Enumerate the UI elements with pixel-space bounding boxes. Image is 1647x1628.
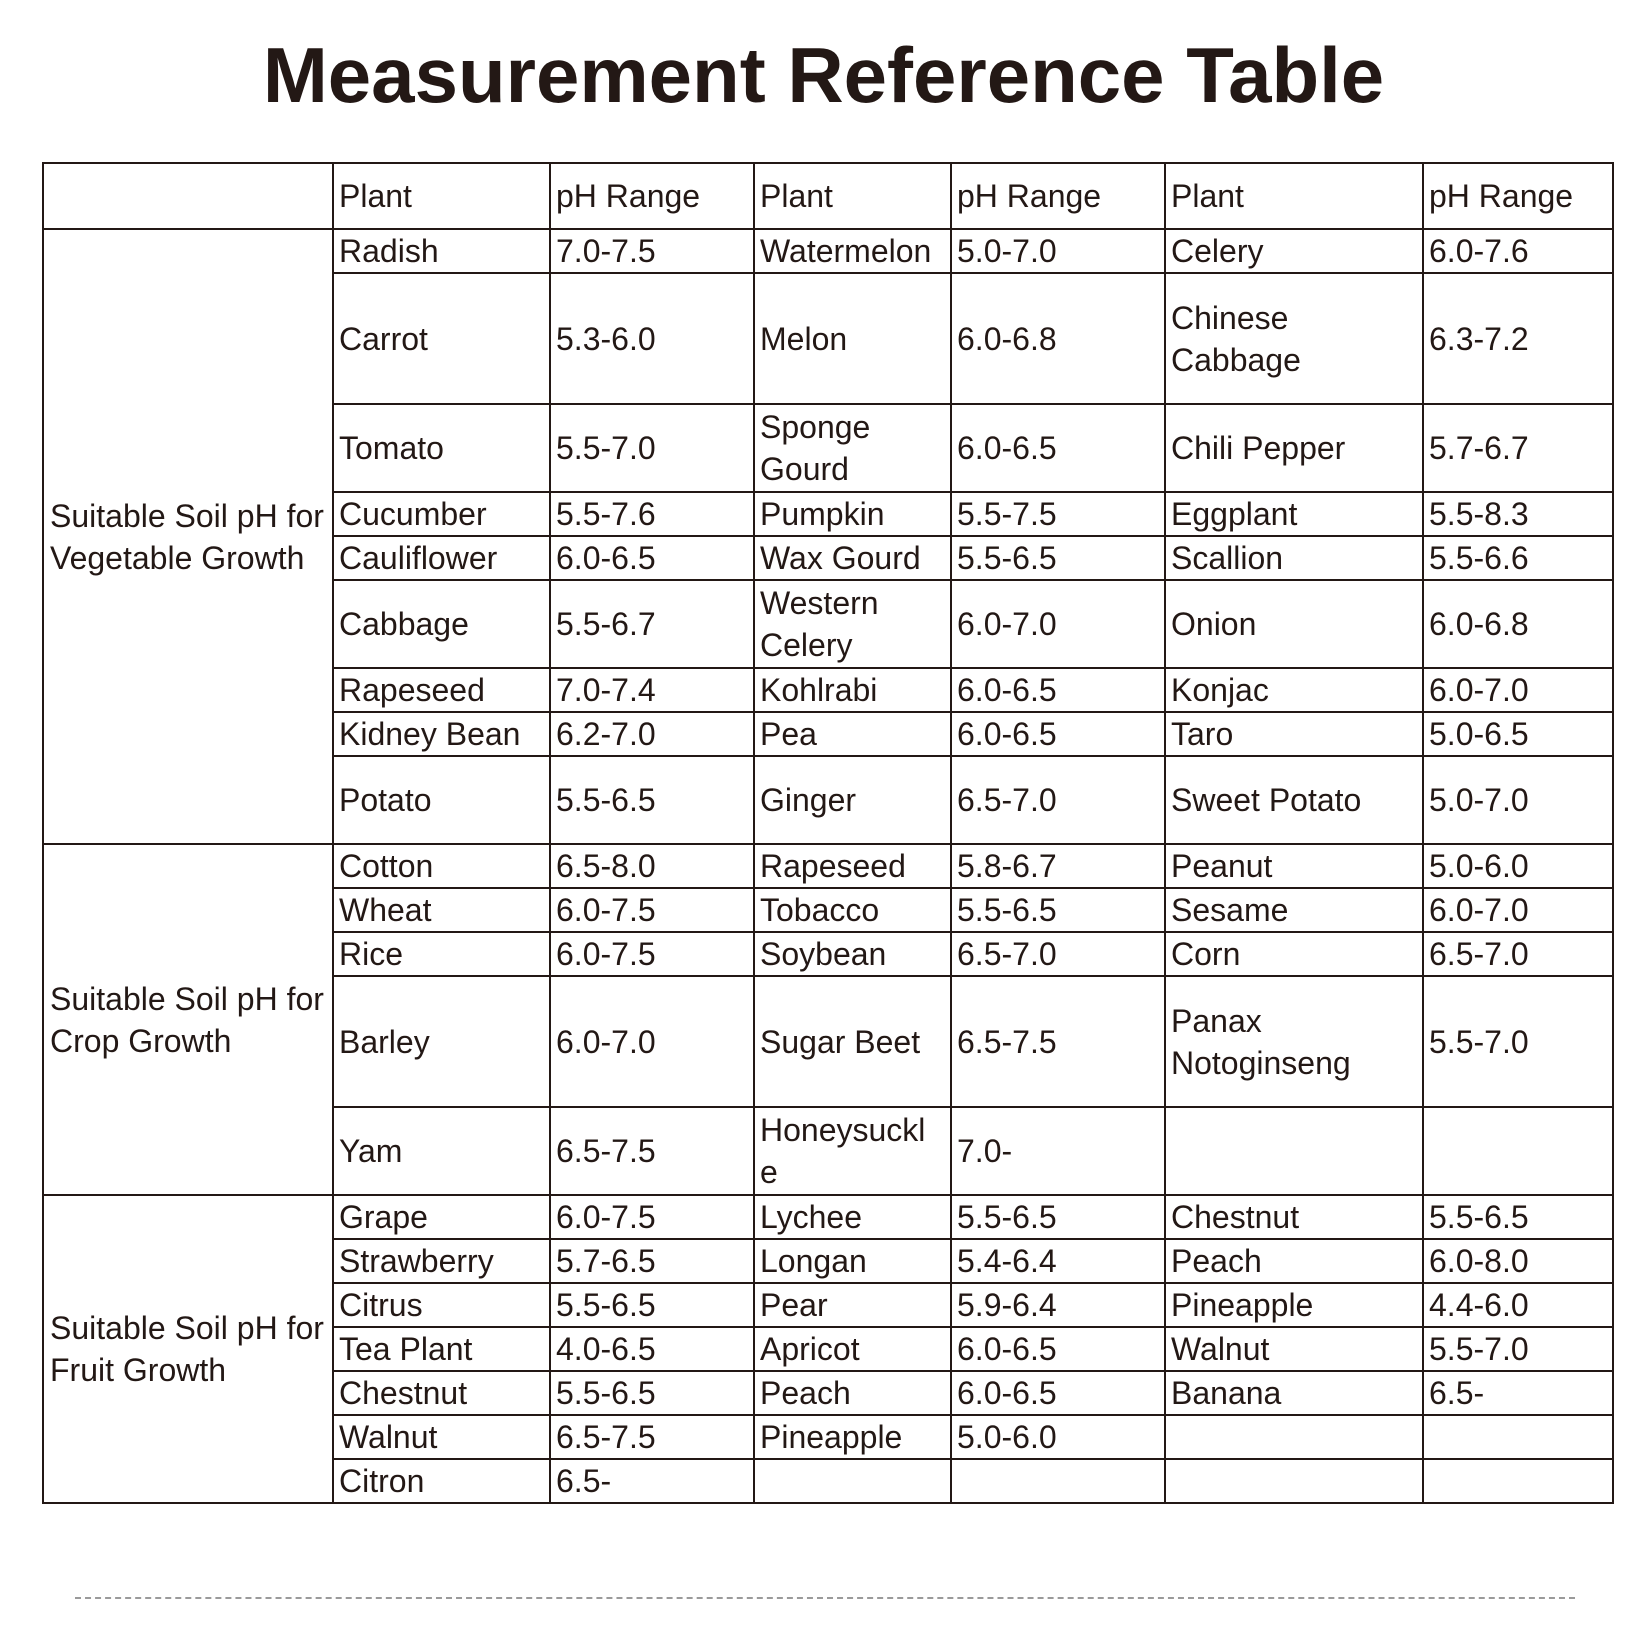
ph-cell: 6.5-7.5	[550, 1107, 754, 1195]
plant-cell: Citron	[333, 1459, 550, 1503]
ph-cell: 5.0-6.0	[951, 1415, 1165, 1459]
ph-cell	[1423, 1107, 1613, 1195]
header-cell	[43, 163, 333, 229]
table-row	[43, 1195, 1613, 1239]
ph-cell: 5.5-6.7	[550, 580, 754, 668]
plant-cell: Sweet Potato	[1165, 756, 1423, 844]
plant-cell: Peach	[1165, 1239, 1423, 1283]
header-cell: Plant	[754, 163, 951, 229]
plant-cell	[754, 1459, 951, 1503]
plant-cell: Scallion	[1165, 536, 1423, 580]
plant-cell: Rapeseed	[754, 844, 951, 888]
plant-cell: Rice	[333, 932, 550, 976]
plant-cell: Western Celery	[754, 580, 951, 668]
plant-cell: Cauliflower	[333, 536, 550, 580]
plant-cell: Eggplant	[1165, 492, 1423, 536]
ph-cell: 6.0-6.5	[550, 536, 754, 580]
plant-cell: Panax Notoginseng	[1165, 976, 1423, 1107]
ph-cell: 5.5-7.0	[550, 404, 754, 492]
plant-cell: Grape	[333, 1195, 550, 1239]
plant-cell: Apricot	[754, 1327, 951, 1371]
plant-cell: Walnut	[1165, 1327, 1423, 1371]
table-row	[43, 229, 1613, 273]
plant-cell: Melon	[754, 273, 951, 404]
plant-cell: Tobacco	[754, 888, 951, 932]
plant-cell: Wax Gourd	[754, 536, 951, 580]
ph-cell: 5.5-6.5	[951, 536, 1165, 580]
ph-cell	[1423, 1415, 1613, 1459]
plant-cell: Tea Plant	[333, 1327, 550, 1371]
plant-cell: Banana	[1165, 1371, 1423, 1415]
ph-cell: 7.0-7.5	[550, 229, 754, 273]
group-label-fruit: Suitable Soil pH for Fruit Growth	[43, 1195, 333, 1503]
ph-cell	[951, 1459, 1165, 1503]
ph-cell: 6.0-7.0	[550, 976, 754, 1107]
group-label-vegetable: Suitable Soil pH for Vegetable Growth	[43, 229, 333, 844]
plant-cell	[1165, 1415, 1423, 1459]
plant-cell: Ginger	[754, 756, 951, 844]
plant-cell: Kohlrabi	[754, 668, 951, 712]
ph-cell: 5.5-7.0	[1423, 1327, 1613, 1371]
plant-cell: Peanut	[1165, 844, 1423, 888]
ph-cell: 5.5-8.3	[1423, 492, 1613, 536]
plant-cell: Strawberry	[333, 1239, 550, 1283]
ph-cell: 6.5-7.0	[951, 756, 1165, 844]
header-cell: Plant	[333, 163, 550, 229]
ph-cell: 5.0-6.0	[1423, 844, 1613, 888]
plant-cell: Citrus	[333, 1283, 550, 1327]
ph-cell: 6.5-8.0	[550, 844, 754, 888]
ph-cell: 5.5-7.6	[550, 492, 754, 536]
plant-cell: Watermelon	[754, 229, 951, 273]
plant-cell: Radish	[333, 229, 550, 273]
ph-cell: 6.0-7.5	[550, 1195, 754, 1239]
ph-cell: 6.0-7.0	[1423, 668, 1613, 712]
ph-cell: 5.3-6.0	[550, 273, 754, 404]
ph-cell: 6.0-6.5	[951, 668, 1165, 712]
ph-cell: 6.3-7.2	[1423, 273, 1613, 404]
header-cell: pH Range	[1423, 163, 1613, 229]
page-title: Measurement Reference Table	[262, 31, 1385, 119]
dashed-divider	[75, 1597, 1575, 1599]
plant-cell: Pea	[754, 712, 951, 756]
ph-cell: 5.5-6.5	[951, 888, 1165, 932]
plant-cell: Taro	[1165, 712, 1423, 756]
ph-cell: 5.0-7.0	[1423, 756, 1613, 844]
plant-cell: Honeysuckl e	[754, 1107, 951, 1195]
plant-cell: Rapeseed	[333, 668, 550, 712]
ph-cell: 4.0-6.5	[550, 1327, 754, 1371]
plant-cell: Chili Pepper	[1165, 404, 1423, 492]
plant-cell: Chestnut	[333, 1371, 550, 1415]
plant-cell: Soybean	[754, 932, 951, 976]
ph-cell: 6.0-6.5	[951, 404, 1165, 492]
ph-cell: 6.0-6.5	[951, 1327, 1165, 1371]
ph-cell: 5.5-6.6	[1423, 536, 1613, 580]
ph-cell: 6.0-6.8	[1423, 580, 1613, 668]
ph-cell: 5.0-6.5	[1423, 712, 1613, 756]
ph-cell: 6.0-7.6	[1423, 229, 1613, 273]
plant-cell: Longan	[754, 1239, 951, 1283]
header-cell: pH Range	[951, 163, 1165, 229]
ph-cell: 6.0-7.5	[550, 888, 754, 932]
ph-cell: 5.8-6.7	[951, 844, 1165, 888]
plant-cell: Pineapple	[1165, 1283, 1423, 1327]
plant-cell: Cucumber	[333, 492, 550, 536]
plant-cell: Sugar Beet	[754, 976, 951, 1107]
ph-cell: 6.0-6.8	[951, 273, 1165, 404]
ph-cell: 5.0-7.0	[951, 229, 1165, 273]
ph-cell: 5.4-6.4	[951, 1239, 1165, 1283]
ph-cell: 5.5-6.5	[550, 756, 754, 844]
plant-cell: Celery	[1165, 229, 1423, 273]
ph-cell: 6.0-7.0	[951, 580, 1165, 668]
ph-cell: 6.5-7.0	[951, 932, 1165, 976]
ph-cell: 6.0-7.0	[1423, 888, 1613, 932]
plant-cell: Sesame	[1165, 888, 1423, 932]
ph-cell: 6.0-6.5	[951, 712, 1165, 756]
ph-cell: 5.7-6.5	[550, 1239, 754, 1283]
ph-cell: 6.0-7.5	[550, 932, 754, 976]
ph-cell	[1423, 1459, 1613, 1503]
plant-cell: Pumpkin	[754, 492, 951, 536]
plant-cell: Sponge Gourd	[754, 404, 951, 492]
plant-cell: Cotton	[333, 844, 550, 888]
ph-cell: 6.5-7.5	[951, 976, 1165, 1107]
plant-cell: Carrot	[333, 273, 550, 404]
ph-cell: 6.5-7.5	[550, 1415, 754, 1459]
plant-cell: Chinese Cabbage	[1165, 273, 1423, 404]
ph-cell: 5.9-6.4	[951, 1283, 1165, 1327]
ph-cell: 6.5-	[550, 1459, 754, 1503]
plant-cell	[1165, 1107, 1423, 1195]
plant-cell: Yam	[333, 1107, 550, 1195]
ph-cell: 7.0-	[951, 1107, 1165, 1195]
plant-cell: Pineapple	[754, 1415, 951, 1459]
ph-cell: 6.5-	[1423, 1371, 1613, 1415]
header-row	[43, 163, 1613, 229]
ph-cell: 7.0-7.4	[550, 668, 754, 712]
plant-cell: Barley	[333, 976, 550, 1107]
header-cell: Plant	[1165, 163, 1423, 229]
plant-cell: Potato	[333, 756, 550, 844]
ph-cell: 5.5-7.5	[951, 492, 1165, 536]
plant-cell: Wheat	[333, 888, 550, 932]
ph-cell: 5.7-6.7	[1423, 404, 1613, 492]
ph-cell: 6.0-8.0	[1423, 1239, 1613, 1283]
plant-cell: Cabbage	[333, 580, 550, 668]
plant-cell	[1165, 1459, 1423, 1503]
ph-cell: 5.5-6.5	[951, 1195, 1165, 1239]
plant-cell: Tomato	[333, 404, 550, 492]
ph-cell: 5.5-6.5	[550, 1371, 754, 1415]
plant-cell: Pear	[754, 1283, 951, 1327]
plant-cell: Chestnut	[1165, 1195, 1423, 1239]
ph-cell: 5.5-7.0	[1423, 976, 1613, 1107]
plant-cell: Peach	[754, 1371, 951, 1415]
plant-cell: Kidney Bean	[333, 712, 550, 756]
plant-cell: Corn	[1165, 932, 1423, 976]
ph-cell: 5.5-6.5	[1423, 1195, 1613, 1239]
ph-cell: 5.5-6.5	[550, 1283, 754, 1327]
table-row	[43, 844, 1613, 888]
plant-cell: Lychee	[754, 1195, 951, 1239]
header-cell: pH Range	[550, 163, 754, 229]
ph-cell: 6.0-6.5	[951, 1371, 1165, 1415]
plant-cell: Walnut	[333, 1415, 550, 1459]
ph-cell: 6.5-7.0	[1423, 932, 1613, 976]
ph-cell: 6.2-7.0	[550, 712, 754, 756]
group-label-crop: Suitable Soil pH for Crop Growth	[43, 844, 333, 1195]
plant-cell: Konjac	[1165, 668, 1423, 712]
ph-cell: 4.4-6.0	[1423, 1283, 1613, 1327]
reference-table	[42, 162, 1614, 1504]
plant-cell: Onion	[1165, 580, 1423, 668]
